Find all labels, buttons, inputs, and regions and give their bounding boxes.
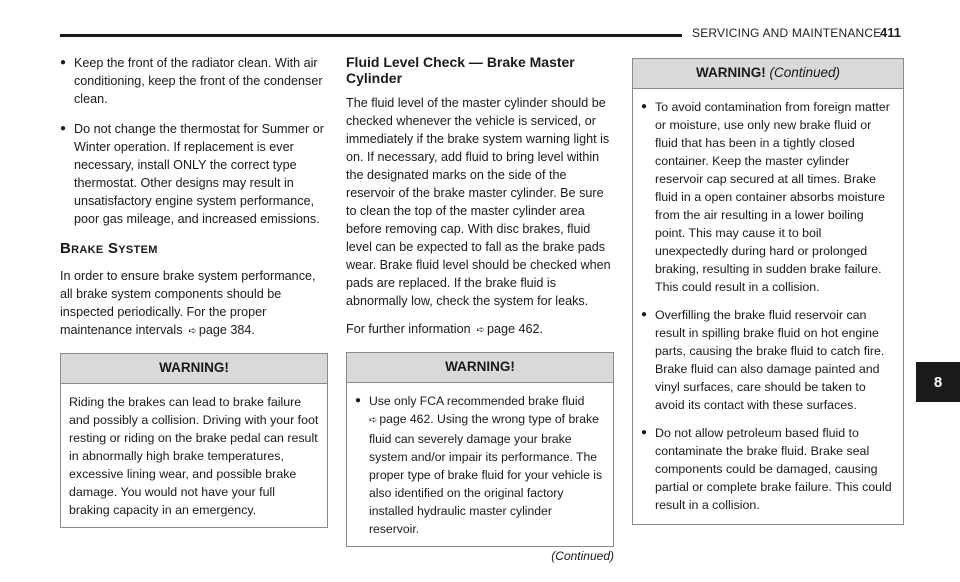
brake-system-paragraph <box>60 267 328 341</box>
warning-bullet-intro: Use only FCA recommended brake fluid <box>369 394 585 408</box>
bullet-icon: ● <box>60 57 67 68</box>
warning-title-text: WARNING! <box>695 65 766 80</box>
bullet-text: Keep the front of the radiator clean. With air conditioning, keep the front of the condenser clean. <box>74 56 323 106</box>
warning-text: Riding the brakes can lead to brake failure and possibly a collision. Driving with your foot resting or riding on the brake pedal can result in abnormally high brake temperatures, excessive lining wear, and possible brake damage. You would not have your full braking capacity in an emergency. <box>69 395 319 517</box>
bullet-icon: ● <box>641 101 648 112</box>
page-ref-arrow-icon: ➪ <box>476 325 485 336</box>
list-item <box>641 306 895 414</box>
warning-bullet-text: To avoid contamination from foreign matter or moisture, use only new brake fluid or fluid that has been in a tightly closed container. Keep the master cylinder reservoir cap secured at all times. Brake fluid in a open container absorbs moisture from the air resulting in a lower boiling point. This may cause it to boil unexpectedly during hard or prolonged braking, resulting in sudden brake failure. This could result in a collision. <box>655 100 890 294</box>
bullet-text: Do not change the thermostat for Summer or Winter operation. If replacement is ever necessary, install ONLY the correct type thermostat. Other designs may result in unsatisfactory engine system performance, poor gas mileage, and increased emissions. <box>74 122 324 226</box>
column-1 <box>60 54 328 528</box>
page-ref-arrow-icon: ➪ <box>188 326 197 337</box>
column-3 <box>632 58 904 525</box>
bullet-icon: ● <box>355 395 362 406</box>
warning-title: WARNING! <box>61 354 327 384</box>
warning-bullet-text: Overfilling the brake fluid reservoir can result in spilling brake fluid on hot engine parts, causing the brake fluid to catch fire. Brake fluid can also damage painted and vinyl surfaces, care should be taken to avoid its contact with these surfaces. <box>655 308 885 412</box>
page-reference-link[interactable]: page 462. <box>486 322 544 336</box>
page-reference-link[interactable]: page 384. <box>198 323 255 337</box>
warning-box <box>60 353 328 528</box>
subsection-heading: Fluid Level Check — Brake Master Cylinder <box>346 54 575 86</box>
fluid-level-paragraph: The fluid level of the master cylinder should be checked whenever the vehicle is serviced, or immediately if the brake system warning light is on. If necessary, add fluid to bring level within the designated marks on the side of the reservoir of the brake master cylinder. Be sure to clean the top of the master cylinder area before removing cap. With disc brakes, fluid level can be expected to fall as the brake pads wear. Brake fluid level should be checked when pads are replaced. If the brake fluid is abnormally low, check the system for leaks. <box>346 96 611 308</box>
list-item <box>60 54 328 108</box>
further-info-line <box>346 320 614 340</box>
bullet-icon: ● <box>641 309 648 320</box>
further-info-text: For further information <box>346 322 471 336</box>
bullet-icon: ● <box>641 427 648 438</box>
chapter-tab[interactable]: 8 <box>916 362 960 402</box>
warning-bullet-rest: Using the wrong type of brake fluid can severely damage your brake system and/or impair its performance. The proper type of brake fluid for your vehicle is also identified on the original factory installed hydraulic master cylinder reservoir. <box>369 412 603 536</box>
continued-label: (Continued) <box>551 549 614 563</box>
warning-title <box>633 59 903 89</box>
header-section-title: SERVICING AND MAINTENANCE <box>692 26 882 40</box>
section-heading: Brake System <box>60 240 158 257</box>
list-item <box>641 98 895 296</box>
page-number: 411 <box>880 25 901 40</box>
warning-title: WARNING! <box>347 353 613 383</box>
list-item <box>641 424 895 514</box>
warning-bullet-text: Do not allow petroleum based fluid to contaminate the brake fluid. Brake seal components could be damaged, causing partial or complete brake failure. This could result in a collision. <box>655 426 892 512</box>
list-item <box>60 120 328 228</box>
bullet-icon: ● <box>60 123 67 134</box>
warning-box <box>346 352 614 547</box>
warning-bullet-text <box>369 392 605 538</box>
warning-continued-text: (Continued) <box>769 65 841 80</box>
column-2 <box>346 54 614 563</box>
list-item <box>355 392 605 538</box>
page-ref-arrow-icon: ➪ <box>369 415 378 426</box>
page-reference-link[interactable]: page 462. <box>379 412 434 426</box>
paragraph-text: In order to ensure brake system performance, all brake system components should be inspected periodically. For the proper maintenance intervals <box>60 269 316 337</box>
header-rule <box>60 34 682 37</box>
warning-box <box>632 58 904 525</box>
